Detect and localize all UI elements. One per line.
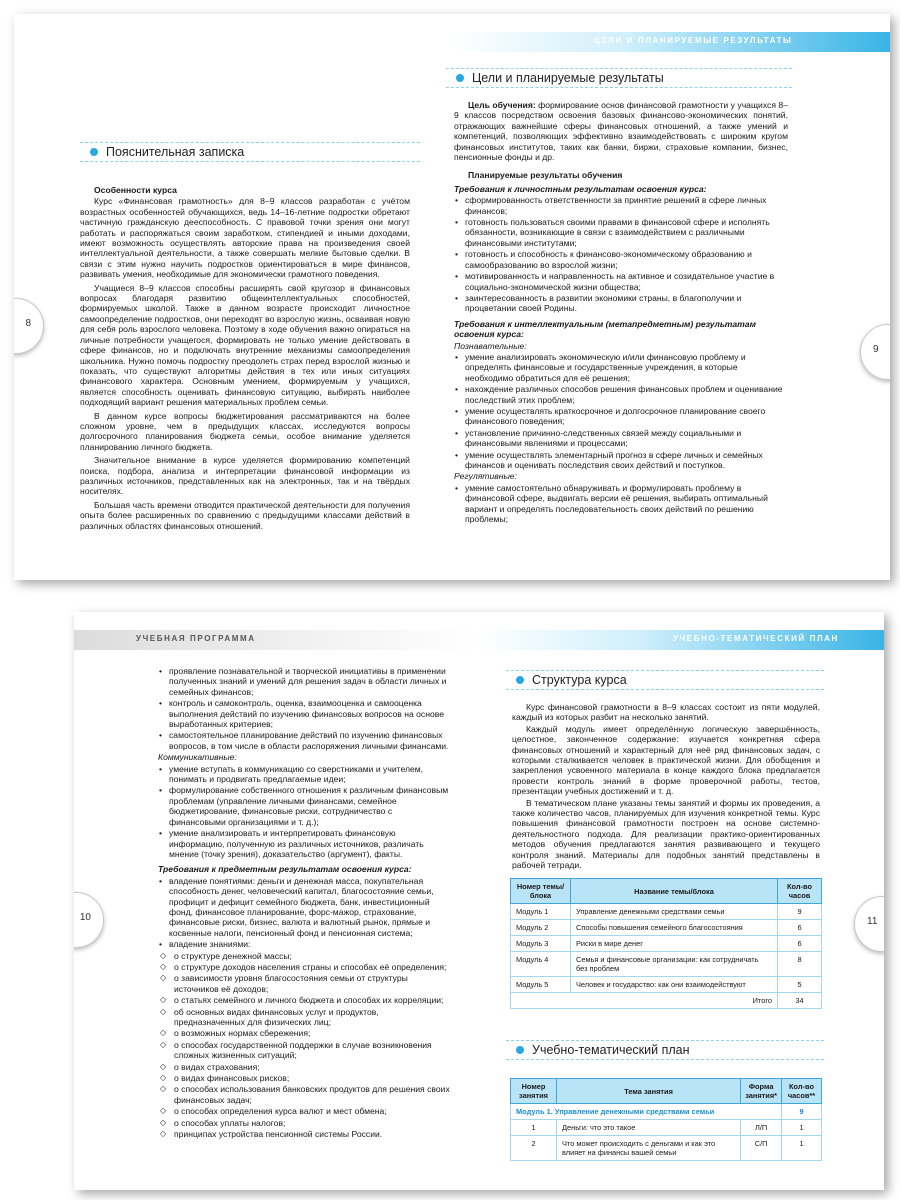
section-heading-text: Учебно-тематический план bbox=[532, 1043, 690, 1057]
list-item: ◇ о возможных нормах сбережения; bbox=[158, 1028, 450, 1038]
table-row bbox=[511, 920, 822, 936]
section-heading-text: Цели и планируемые результаты bbox=[472, 71, 664, 85]
table-cell: 1 bbox=[782, 1136, 822, 1161]
personal-heading: Требования к личностным результатам освоения курса: bbox=[454, 183, 707, 194]
table-cell: 1 bbox=[782, 1120, 822, 1136]
spread-pages-8-9 bbox=[14, 14, 890, 580]
column-header: Название темы/блока bbox=[571, 879, 778, 904]
list-item: • умение самостоятельно обнаруживать и формулировать проблему в финансовой сфере, выдвигать версии её решения, выбирать оптимальный вариант и определять последовательность своих действий по решению проблемы; bbox=[454, 483, 788, 525]
list-item: • мотивированность и направленность на активное и созидательное участие в социально-экономической жизни общества; bbox=[454, 271, 788, 292]
left-page-text bbox=[158, 666, 450, 1140]
goal-paragraph bbox=[454, 100, 788, 162]
communicative-label: Коммуникативные: bbox=[158, 752, 237, 763]
section-band-right bbox=[479, 630, 884, 650]
paragraph: Курс финансовой грамотности в 8–9 классах состоит из пяти модулей, каждый из которых разбит на несколько занятий. bbox=[512, 702, 820, 723]
section-band-title: ЦЕЛИ И ПЛАНИРУЕМЫЕ РЕЗУЛЬТАТЫ bbox=[594, 36, 793, 45]
table-cell: Модуль 2 bbox=[511, 920, 571, 936]
list-item: • умение анализировать и интерпретировать финансовую информацию, полученную из различных источников, различать мнение (точку зрения), доказательство (аргумент), факты. bbox=[158, 828, 450, 859]
table-header-row bbox=[511, 1079, 822, 1104]
regulatory-list-continued bbox=[158, 666, 450, 751]
table-cell: 1 bbox=[511, 1120, 557, 1136]
list-item: • установление причинно-следственных связей между социальными и финансовыми явлениями и процессами; bbox=[454, 428, 788, 449]
list-item: ◇ о видах финансовых рисков; bbox=[158, 1073, 450, 1083]
section-heading bbox=[506, 670, 824, 690]
bullet-dot-icon bbox=[516, 1046, 524, 1054]
column-header: Кол-во часов** bbox=[782, 1079, 822, 1104]
subject-list bbox=[158, 876, 450, 950]
regulatory-list bbox=[454, 483, 788, 525]
list-item: ◇ об основных видах финансовых услуг и продуктов, предназначенных для физических лиц; bbox=[158, 1007, 450, 1028]
section-heading bbox=[80, 142, 420, 162]
page-number: 8 bbox=[25, 318, 31, 329]
page-number: 10 bbox=[79, 912, 91, 923]
cognitive-list bbox=[454, 352, 788, 470]
paragraph: В тематическом плане указаны темы занятий и формы их проведения, а также количество часов, планируемых для изучения конкретной темы. Курс повышения финансовой грамотности построен на основе системно-деятельностного подхода. Для реализации практико-ориентированных методов обучения предлагаются занятия развивающего и текущего контроля знаний. Материалы для подобных занятий представлены в рабочей тетради. bbox=[512, 797, 820, 871]
right-page-text bbox=[454, 100, 788, 525]
table-row bbox=[511, 904, 822, 920]
course-structure-table bbox=[510, 878, 822, 1009]
section-band-title: УЧЕБНАЯ ПРОГРАММА bbox=[136, 634, 256, 643]
paragraph: Большая часть времени отводится практической деятельности для получения опыта более расширенных по сравнению с предыдущими классами действий в различных областях финансовых отношений. bbox=[80, 499, 410, 531]
page-number-tab-right bbox=[860, 324, 890, 380]
list-item: • умение вступать в коммуникацию со сверстниками и учителем, понимать и продвигать предлагаемые идеи; bbox=[158, 764, 450, 785]
table-row bbox=[511, 1136, 822, 1161]
section-heading bbox=[506, 1040, 824, 1060]
table-cell: Человек и государство: как они взаимодействуют bbox=[571, 977, 778, 993]
table-row bbox=[511, 977, 822, 993]
communicative-list bbox=[158, 764, 450, 860]
section-band-title: УЧЕБНО-ТЕМАТИЧЕСКИЙ ПЛАН bbox=[673, 634, 839, 643]
section-band-left bbox=[74, 630, 479, 650]
list-item: • владение понятиями: деньги и денежная масса, покупательная способность денег, человеческий капитал, благосостояние семьи, профицит и дефицит семейного бюджета, банк, инвестиционный фонд, финансовое планирование, форс-мажор, страхование, финансовые риски, бизнес, валюта и валютный рынок, прямые и косвенные налоги, пенсионный фонд и пенсионная система; bbox=[158, 876, 450, 938]
table-total-row bbox=[511, 993, 822, 1009]
table-cell: 2 bbox=[511, 1136, 557, 1161]
list-item: ◇ о способах использования банковских продуктов для решения своих финансовых задач; bbox=[158, 1084, 450, 1105]
table-cell: 6 bbox=[778, 920, 822, 936]
goal-text: формирование основ финансовой грамотности у учащихся 8–9 классов посредством освоения базовых финансово-экономических понятий, отражающих важнейшие сферы финансовых отношений, а также умений и компетенций, позволяющих эффективно взаимодействовать с широким кругом финансовых институтов, таких как банки, биржи, страховые компании, бизнес, пенсионные фонды и др. bbox=[454, 100, 788, 163]
list-item: • умение осуществлять элементарный прогноз в сфере личных и семейных финансов и оценивать последствия своих действий и поступков. bbox=[454, 450, 788, 471]
column-header: Номер занятия bbox=[511, 1079, 557, 1104]
list-item: ◇ о структуре денежной массы; bbox=[158, 951, 450, 961]
table-cell: Способы повышения семейного благосостояния bbox=[571, 920, 778, 936]
list-item: ◇ о видах страхования; bbox=[158, 1062, 450, 1072]
column-header: Номер темы/блока bbox=[511, 879, 571, 904]
page-number: 9 bbox=[873, 344, 879, 355]
results-heading: Планируемые результаты обучения bbox=[468, 170, 623, 181]
list-item: • формулирование собственного отношения к различным финансовым проблемам (управление личными финансами, семейное бюджетирование, финансовые риски, сотрудничество с финансовыми организациями и т. д.); bbox=[158, 785, 450, 827]
column-header: Тема занятия bbox=[557, 1079, 741, 1104]
subheading: Особенности курса bbox=[94, 185, 177, 195]
table-cell: Деньги: что это такое bbox=[557, 1120, 741, 1136]
table-module-row bbox=[511, 1104, 822, 1120]
column-header: Форма занятия* bbox=[741, 1079, 782, 1104]
list-item: • умение анализировать экономическую и/или финансовую проблему и определять финансовые и государственные учреждения, в которые необходимо обратиться для её решения; bbox=[454, 352, 788, 383]
page-number-tab-left bbox=[14, 298, 44, 354]
thematic-plan-table bbox=[510, 1078, 822, 1161]
subject-heading: Требования к предметным результатам освоения курса: bbox=[158, 864, 412, 875]
list-item: ◇ о структуре доходов населения страны и способах её определения; bbox=[158, 962, 450, 972]
right-page-text bbox=[512, 702, 820, 872]
spread-pages-10-11 bbox=[74, 612, 884, 1190]
page-number-tab-right bbox=[854, 896, 884, 952]
bullet-dot-icon bbox=[456, 74, 464, 82]
total-value: 34 bbox=[778, 993, 822, 1009]
list-item: • готовность и способность к финансово-экономическому образованию и самообразованию во взрослой жизни; bbox=[454, 249, 788, 270]
bullet-dot-icon bbox=[516, 676, 524, 684]
table-cell: Семья и финансовые организации: как сотрудничать без проблем bbox=[571, 952, 778, 977]
list-item: • проявление познавательной и творческой инициативы в применении полученных знаний и умений для решения задач в области личных и семейных финансов; bbox=[158, 666, 450, 697]
table-cell: Риски в мире денег bbox=[571, 936, 778, 952]
meta-heading: Требования к интеллектуальным (метапредметным) результатам освоения курса: bbox=[454, 318, 756, 340]
bullet-dot-icon bbox=[90, 148, 98, 156]
page-number: 11 bbox=[867, 916, 878, 927]
table-cell: С/П bbox=[741, 1136, 782, 1161]
personal-list bbox=[454, 195, 788, 313]
table-cell: 9 bbox=[778, 904, 822, 920]
paragraph: В данном курсе вопросы бюджетирования рассматриваются на более сложном уровне, чем в предыдущих классах, исследуются вопросы долгосрочного планирования бюджета семьи, особое внимание уделяется планированию личного бюджета. bbox=[80, 410, 410, 452]
paragraph: Курс «Финансовая грамотность» для 8–9 классов разработан с учётом возрастных особенностей обучающихся, ведь 14–16-летние подростки обретают частичную гражданскую дееспособность. С правовой точки зрения они могут работать и распоряжаться своим заработком, стипендией и иными доходами, имеют возможность осуществлять авторские права на произведения своей интеллектуальной деятельности, а также совершать мелкие бытовые сделки. В связи с этим нужно научить подростков ориентироваться в мире финансов, развивать умения, необходимые для экономически грамотного поведения. bbox=[80, 196, 410, 280]
section-heading-text: Пояснительная записка bbox=[106, 145, 245, 159]
table-cell: Модуль 4 bbox=[511, 952, 571, 977]
paragraph: Значительное внимание в курсе уделяется формированию компетенций поиска, подбора, анализа и интерпретации финансовой информации из различных источников, представленных как на электронных, так и на твёрдых носителях. bbox=[80, 455, 410, 497]
list-item: • умение осуществлять краткосрочное и долгосрочное планирование своего финансового поведения; bbox=[454, 406, 788, 427]
module-hours: 9 bbox=[782, 1104, 822, 1120]
table-row bbox=[511, 952, 822, 977]
module-title: Модуль 1. Управление денежными средствами семьи bbox=[511, 1104, 782, 1120]
list-item: ◇ о способах определения курса валют и мест обмена; bbox=[158, 1106, 450, 1116]
section-band-right bbox=[452, 32, 890, 52]
list-item: • владение знаниями: bbox=[158, 939, 450, 949]
table-header-row bbox=[511, 879, 822, 904]
table-cell: 6 bbox=[778, 936, 822, 952]
list-item: ◇ о способах государственной поддержки в случае возникновения сложных жизненных ситуаций; bbox=[158, 1040, 450, 1061]
goal-label: Цель обучения: bbox=[468, 100, 536, 110]
table-cell: 5 bbox=[778, 977, 822, 993]
paragraph: Каждый модуль имеет определённую логическую завершённость, целостное, законченное содержание: изучается конкретная сфера финансовых отношений и характерный для неё ряд финансовых задач, с которыми сталкивается человек в практической жизни. Для обобщения и закрепления усвоенного материала в конце каждого блока предлагается провести контроль знаний в форме проверочной работы, тестов, презентации учебных достижений и т. д. bbox=[512, 723, 820, 797]
table-cell: Что может происходить с деньгами и как это влияет на финансы вашей семьи bbox=[557, 1136, 741, 1161]
table-cell: Л/П bbox=[741, 1120, 782, 1136]
total-label: Итого bbox=[511, 993, 778, 1009]
table-cell: Модуль 5 bbox=[511, 977, 571, 993]
table-cell: Модуль 1 bbox=[511, 904, 571, 920]
list-item: ◇ принципах устройства пенсионной системы России. bbox=[158, 1129, 450, 1139]
column-header: Кол-во часов bbox=[778, 879, 822, 904]
knowledge-list bbox=[158, 951, 450, 1140]
table-cell: Модуль 3 bbox=[511, 936, 571, 952]
table-row bbox=[511, 1120, 822, 1136]
list-item: • сформированность ответственности за принятие решений в сфере личных финансов; bbox=[454, 195, 788, 216]
list-item: • самостоятельное планирование действий по изучению финансовых вопросов, в том числе в области распоряжения личными финансами. bbox=[158, 730, 450, 751]
table-cell: 8 bbox=[778, 952, 822, 977]
section-heading bbox=[446, 68, 792, 88]
list-item: ◇ о статьях семейного и личного бюджета и способах их корреляции; bbox=[158, 995, 450, 1005]
list-item: • нахождение различных способов решения финансовых проблем и оценивание последствий этих проблем; bbox=[454, 384, 788, 405]
list-item: • заинтересованность в развитии экономики страны, в благополучии и процветании своей Родины. bbox=[454, 293, 788, 314]
list-item: ◇ о способах уплаты налогов; bbox=[158, 1118, 450, 1128]
table-row bbox=[511, 936, 822, 952]
page-number-tab-left bbox=[74, 892, 104, 948]
cognitive-label: Познавательные: bbox=[454, 340, 527, 351]
section-heading-text: Структура курса bbox=[532, 673, 627, 687]
list-item: • готовность пользоваться своими правами в финансовой сфере и исполнять обязанности, возникающие в связи с взаимодействием с различными финансовыми институтами; bbox=[454, 217, 788, 248]
list-item: ◇ о зависимости уровня благосостояния семьи от структуры источников её доходов; bbox=[158, 973, 450, 994]
table-cell: Управление денежными средствами семьи bbox=[571, 904, 778, 920]
paragraph: Учащиеся 8–9 классов способны расширять свой кругозор в финансовых вопросах благодаря развитию общеинтеллектуальных способностей, формируемых школой. Также в данном возрасте происходит личностное самоопределение подростков, они переходят во взрослую жизнь, осваивая новую для себя роль взрослого человека. Поэтому в ходе обучения важно опираться на личные потребности учащегося, формировать не только умение действовать в сфере финансов, но и подключать внутренние механизмы самоопределения школьника. Нужно помочь подростку преодолеть страх перед взрослой жизнью и показать, что существуют алгоритмы действия в тех или иных ситуациях финансового характера. Основным умением, формируемым у учащихся, является способность оценивать финансовую ситуацию, выбирать наиболее подходящий вариант решения материальных проблем семьи. bbox=[80, 282, 410, 408]
list-item: • контроль и самоконтроль, оценка, взаимооценка и самооценка выполнения действий по изучению финансовых вопросов на основе выработанных критериев; bbox=[158, 698, 450, 729]
left-page-text bbox=[80, 180, 410, 532]
regulatory-label: Регулятивные: bbox=[454, 471, 517, 482]
